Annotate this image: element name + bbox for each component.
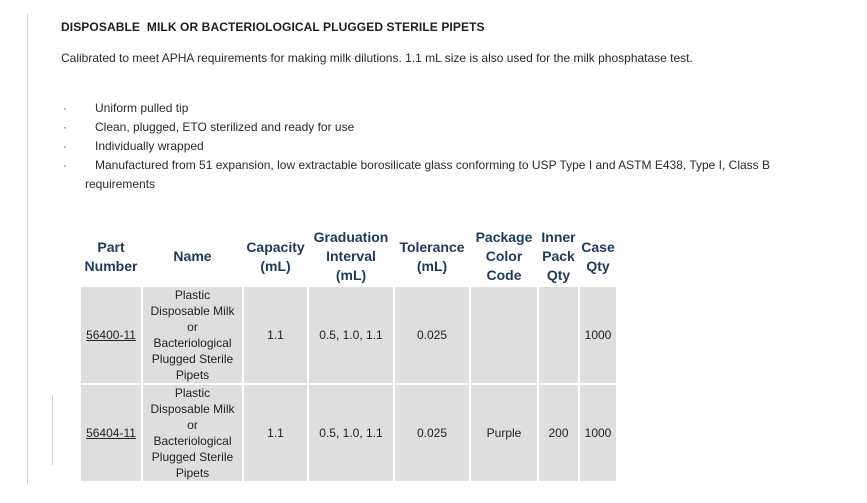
header-inner-pack-qty: Inner Pack Qty	[539, 228, 578, 285]
feature-item	[61, 156, 821, 194]
color-code-cell: Purple	[471, 385, 537, 481]
left-divider-line-short	[52, 395, 53, 465]
header-name: Name	[143, 228, 242, 285]
left-divider-line	[27, 14, 28, 484]
product-title: DISPOSABLE MILK OR BACTERIOLOGICAL PLUGGED STERILE PIPETS	[61, 20, 485, 34]
graduation-cell: 0.5, 1.0, 1.1	[309, 385, 393, 481]
tolerance-cell: 0.025	[395, 385, 469, 481]
header-part-number: Part Number	[81, 228, 141, 285]
header-case-qty: Case Qty	[580, 228, 616, 285]
part-number-link[interactable]: 56400-11	[86, 328, 136, 342]
header-capacity: Capacity (mL)	[244, 228, 307, 285]
capacity-cell: 1.1	[244, 287, 307, 383]
case-qty-cell: 1000	[580, 385, 616, 481]
case-qty-cell: 1000	[580, 287, 616, 383]
product-description: Calibrated to meet APHA requirements for making milk dilutions. 1.1 mL size is also used for the milk phosphatase test.	[61, 51, 693, 65]
header-graduation-interval: Graduation Interval (mL)	[309, 228, 393, 285]
part-number-link[interactable]: 56404-11	[86, 426, 136, 440]
name-cell: Plastic Disposable Milk or Bacteriological Plugged Sterile Pipets	[143, 287, 242, 383]
header-tolerance: Tolerance (mL)	[395, 228, 469, 285]
inner-pack-cell: 200	[539, 385, 578, 481]
table-header-row	[81, 228, 616, 285]
feature-text: Clean, plugged, ETO sterilized and ready for use	[95, 120, 355, 134]
tolerance-cell: 0.025	[395, 287, 469, 383]
part-number-cell	[81, 287, 141, 383]
feature-item	[61, 137, 821, 156]
table-row	[81, 385, 616, 481]
feature-item	[61, 99, 821, 118]
bullet-dot-icon: ·	[63, 101, 67, 115]
feature-text: Manufactured from 51 expansion, low extractable borosilicate glass conforming to USP Type I and ASTM E438, Type I, Class B	[95, 158, 771, 172]
feature-text: Individually wrapped	[95, 139, 204, 153]
specifications-table	[79, 226, 618, 483]
feature-text: Uniform pulled tip	[95, 101, 189, 115]
color-code-cell	[471, 287, 537, 383]
graduation-cell: 0.5, 1.0, 1.1	[309, 287, 393, 383]
inner-pack-cell	[539, 287, 578, 383]
part-number-cell	[81, 385, 141, 481]
table-row	[81, 287, 616, 383]
feature-item	[61, 118, 821, 137]
bullet-dot-icon: ·	[63, 120, 67, 134]
bullet-dot-icon: ·	[63, 158, 67, 172]
header-package-color-code: Package Color Code	[471, 228, 537, 285]
feature-list	[61, 99, 821, 194]
capacity-cell: 1.1	[244, 385, 307, 481]
name-cell: Plastic Disposable Milk or Bacteriological Plugged Sterile Pipets	[143, 385, 242, 481]
bullet-dot-icon: ·	[63, 139, 67, 153]
feature-text-continuation: requirements	[85, 177, 156, 191]
